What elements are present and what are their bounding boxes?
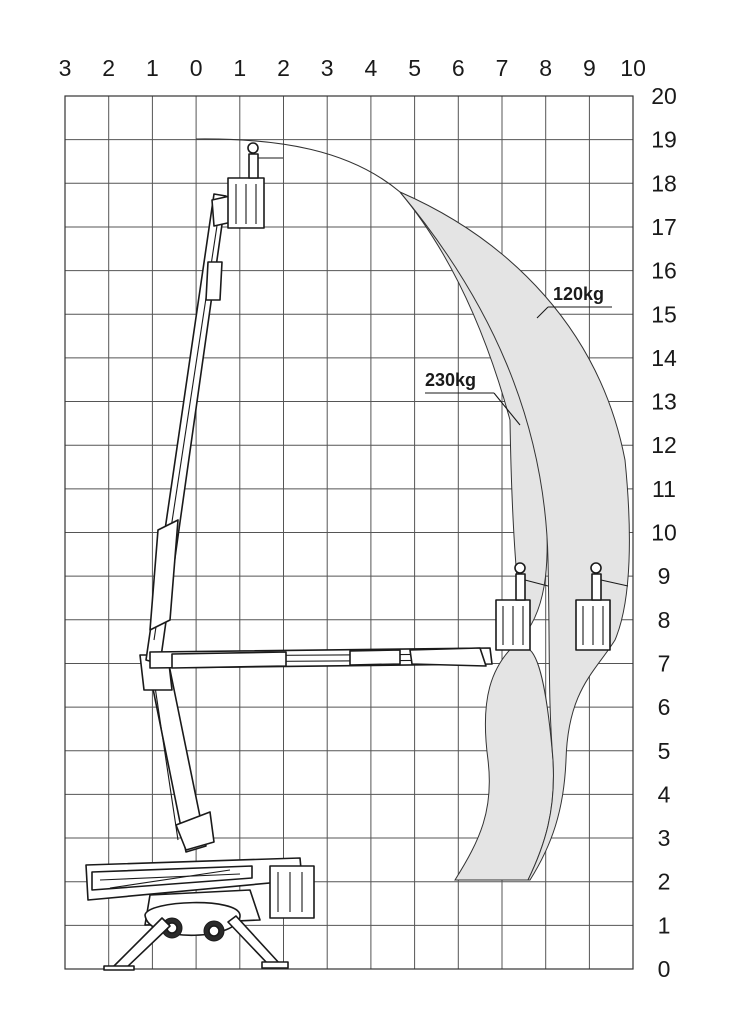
x-tick-label: 3 (320, 55, 334, 81)
y-tick-label: 1 (657, 912, 671, 939)
lower-boom (140, 655, 214, 852)
y-tick-label: 13 (651, 388, 677, 415)
x-tick-label: 1 (233, 55, 247, 81)
y-tick-label: 20 (651, 83, 677, 109)
y-tick-label: 0 (657, 956, 671, 982)
load-label-230kg: 230kg (425, 370, 477, 390)
y-tick-label: 15 (651, 301, 677, 328)
working-envelope-outline (196, 139, 400, 192)
x-tick-label: 7 (495, 55, 509, 81)
y-tick-label: 18 (651, 170, 677, 197)
x-tick-label: 4 (364, 55, 378, 81)
load-label-120kg: 120kg (553, 284, 605, 304)
raised-upper-boom (146, 194, 232, 664)
y-tick-label: 8 (657, 606, 671, 633)
x-tick-label: 3 (58, 55, 72, 81)
x-tick-label: 1 (146, 55, 159, 81)
x-tick-label: 8 (539, 55, 553, 81)
x-tick-label: 9 (583, 55, 596, 81)
y-tick-label: 19 (651, 126, 677, 153)
y-tick-label: 10 (651, 519, 677, 546)
x-axis-tick-labels (59, 55, 646, 81)
y-tick-label: 4 (657, 781, 671, 808)
y-tick-label: 14 (651, 344, 677, 371)
x-tick-label: 0 (189, 55, 203, 81)
y-tick-label: 17 (651, 213, 677, 240)
y-tick-label: 7 (657, 650, 671, 677)
horizontal-boom (150, 648, 492, 668)
x-tick-label: 10 (620, 55, 646, 81)
top-platform (228, 143, 283, 228)
y-tick-label: 5 (657, 737, 671, 764)
y-tick-label: 12 (651, 432, 677, 459)
y-tick-label: 9 (657, 563, 671, 590)
x-tick-label: 2 (102, 55, 116, 81)
machine-chassis (86, 858, 314, 970)
y-tick-label: 16 (651, 257, 677, 284)
y-tick-label: 3 (657, 825, 671, 852)
y-tick-label: 11 (652, 475, 676, 502)
y-tick-label: 2 (657, 868, 671, 895)
y-axis-tick-labels (651, 83, 677, 982)
x-tick-label: 5 (408, 55, 421, 81)
x-tick-label: 6 (451, 55, 465, 81)
x-tick-label: 2 (277, 55, 290, 81)
y-tick-label: 6 (657, 694, 671, 721)
